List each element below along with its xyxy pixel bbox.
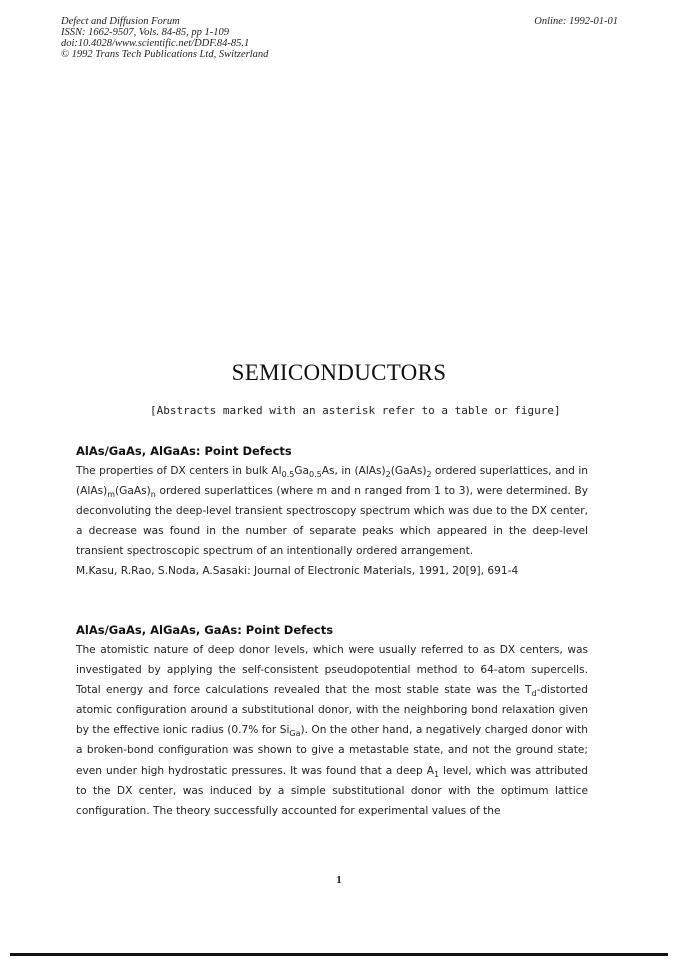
copyright-line: © 1992 Trans Tech Publications Ltd, Switzerland: [61, 49, 269, 60]
abstract-1: [76, 441, 588, 581]
abstract-citation: M.Kasu, R.Rao, S.Noda, A.Sasaki: Journal of Electronic Materials, 1991, 20[9], 691-4: [76, 565, 519, 578]
abstract-body: The atomistic nature of deep donor levels, which were usually referred to as DX centers, was investigated by applying the self-consistent pseudopotential method to 64-atom supercells. Total energy and force calculations revealed that the most stable state was the $T_d$-distorted atomic configuration around a substitutional donor, with the neighboring bond relaxation given by the effective ionic radius (0.7% for $Si_{Ga}$). On the other hand, a negatively charged donor with a broken-bond configuration was shown to give a metastable state, and not the ground state; even under high hydrostatic pressures. It was found that a deep $A_1$ level, which was attributed to the DX center, was induced by a simple substitutional donor with the optimum lattice configuration. The theory successfully accounted for experimental values of the: [76, 644, 589, 817]
publication-metadata: [61, 16, 268, 60]
page-number: 1: [336, 874, 342, 886]
abstract-note: [Abstracts marked with an asterisk refer to a table or figure]: [150, 404, 561, 417]
abstract-heading: AlAs/GaAs, AlGaAs, GaAs: Point Defects: [76, 623, 334, 637]
section-title: SEMICONDUCTORS: [231, 360, 447, 385]
abstract-heading: AlAs/GaAs, AlGaAs: Point Defects: [76, 444, 292, 458]
bottom-rule: [10, 953, 668, 956]
doi-line: doi:10.4028/www.scientific.net/DDF.84-85.1: [61, 38, 250, 49]
abstract-body: The properties of DX centers in bulk $Al_{0.5}Ga_{0.5}As$, in $(AlAs)_2(GaAs)_2$ ordered superlattices, and in $(AlAs)_m(GaAs)_n$ ordered superlattices (where m and n ranged from 1 to 3), were determined. By deconvoluting the deep-level transient spectroscopy spectrum which was due to the DX center, a decrease was found in the number of separate peaks which appeared in the deep-level transient spectroscopic spectrum of an intentionally ordered arrangement.: [76, 465, 589, 558]
abstract-2: [76, 620, 588, 821]
journal-name: Defect and Diffusion Forum: [61, 16, 180, 27]
issn-line: ISSN: 1662-9507, Vols. 84-85, pp 1-109: [61, 27, 229, 38]
online-date: Online: 1992-01-01: [534, 16, 618, 27]
